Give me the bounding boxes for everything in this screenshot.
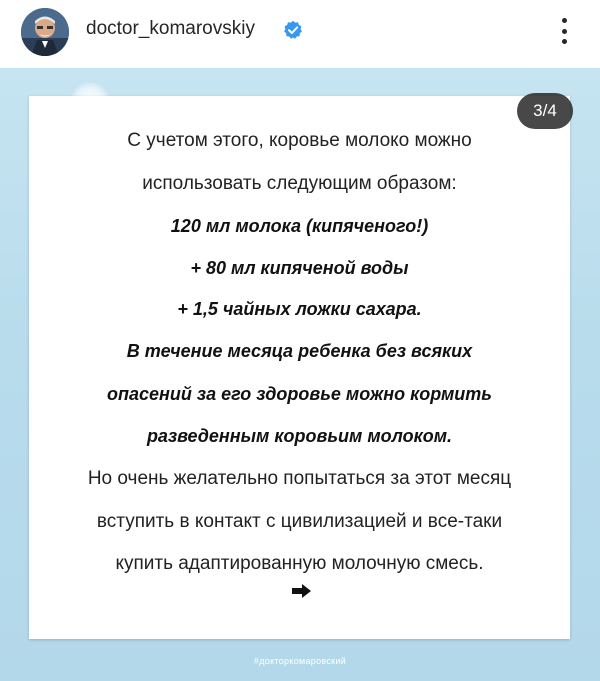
arrow-right-icon (290, 583, 312, 599)
text-line-2: использовать следующим образом: (142, 173, 457, 194)
text-line-7: опасений за его здоровье можно кормить (107, 384, 492, 404)
hashtag-watermark: #докторкомаровский (253, 656, 347, 666)
text-line-11: купить адаптированную молочную смесь. (115, 553, 484, 574)
text-line-9: Но очень желательно попытаться за этот месяц (87, 468, 512, 489)
text-line-5: + 1,5 чайных ложки сахара. (177, 299, 422, 319)
text-line-6: В течение месяца ребенка без всяких (126, 341, 473, 361)
verified-badge-icon (283, 20, 303, 40)
username[interactable]: doctor_komarovskiy (86, 18, 255, 39)
text-line-10: вступить в контакт с цивилизацией и все-таки (96, 511, 503, 532)
text-line-8: разведенным коровьим молоком. (146, 426, 453, 446)
avatar-photo-icon (21, 8, 69, 56)
text-line-1: С учетом этого, коровье молоко можно (127, 130, 472, 151)
avatar[interactable] (21, 8, 69, 56)
post-header (0, 0, 600, 68)
more-vertical-icon[interactable] (553, 14, 575, 48)
text-line-3: 120 мл молока (кипяченого!) (170, 216, 429, 236)
carousel-counter: 3/4 (517, 93, 573, 129)
text-line-4: + 80 мл кипяченой воды (190, 258, 409, 278)
